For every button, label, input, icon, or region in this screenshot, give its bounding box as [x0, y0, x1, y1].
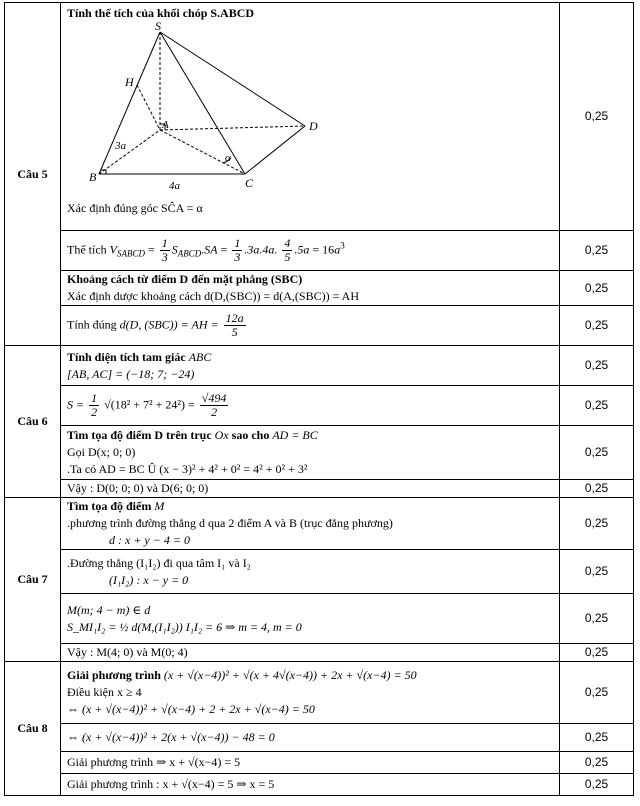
c7-area-cell [61, 594, 560, 644]
c5-distance-cell [61, 271, 560, 306]
label-H: H [125, 75, 134, 89]
label-B: B [89, 170, 97, 184]
score: 0,25 [560, 346, 634, 386]
question-label: Câu 8 [5, 662, 61, 796]
c6-point-cell [61, 426, 560, 480]
c7-line-cell [61, 498, 560, 550]
question-label: Câu 6 [5, 346, 61, 498]
score: 0,25 [560, 644, 634, 662]
c6-area-formula: S = $\frac{1}{2}$ √(18² + 7² + 24²) = $\frac{√494}{2}$ [61, 386, 560, 426]
label-alpha: α [225, 152, 231, 164]
c7-title: Tìm tọa độ điểm [67, 499, 152, 513]
score: 0,25 [560, 752, 634, 774]
answer-table [4, 2, 634, 796]
label-3a: 3a [115, 140, 126, 152]
c5-distance-title: Khoảng cách từ điểm D đến mặt phẳng (SBC) [67, 272, 303, 286]
score: 0,25 [560, 498, 634, 550]
c5-title: Tính thể tích của khối chóp S.ABCD [67, 6, 255, 20]
label-A: A [162, 119, 169, 131]
c5-distance-line: Xác định dược khoảng cách d(D,(SBC)) = d(A,(SBC)) = AH [67, 289, 360, 303]
c7-area-eq: S_MI₁I₂ = ½ d(M,(I₁I₂)) I₁I₂ = 6 ⇒ m = 4, m = 0 [67, 619, 302, 634]
c6-title-math: ABC [188, 349, 212, 364]
c6-condition: AD = BC [272, 428, 318, 442]
score: 0,25 [560, 594, 634, 644]
score: 0,25 [560, 386, 634, 426]
c6-conclusion: Vậy : D(0; 0; 0) và D(6; 0; 0) [61, 480, 560, 498]
c5-volume-line: Thể tích $V_{SABCD}$ = $\frac{1}{3}$ $S_{ABCD}.SA$ = $\frac{1}{3}$ .3a.4a. $\frac{4}{5}$ $.5a = 16a^3$ [61, 231, 560, 271]
pyramid-diagram [73, 24, 333, 192]
label-4a: 4a [169, 180, 180, 192]
c7-line-desc: .phương trình đường thẳng d qua 2 điểm A và B (trục đẳng phương) [67, 516, 393, 530]
score: 0,25 [560, 662, 634, 724]
c8-step3: Giải phương trình ⇒ x + √(x−4) = 5 [61, 752, 560, 774]
score: 0,25 [560, 3, 634, 231]
c7-point-on-line: M(m; 4 − m) ∈ d [67, 602, 151, 617]
c6-let-line: Gọi D(x; 0; 0) [67, 445, 136, 459]
question-label: Câu 7 [5, 498, 61, 662]
score: 0,25 [560, 550, 634, 594]
score: 0,25 [560, 271, 634, 306]
score: 0,25 [560, 426, 634, 480]
c5-result-line: Tính đúng d(D, (SBC)) = AH = $\frac{12a}{5}$ [61, 306, 560, 346]
c8-setup-cell [61, 662, 560, 724]
c8-step2: ⇔ (x + √(x−4))² + 2(x + √(x−4)) − 48 = 0 [61, 724, 560, 752]
c7-center-eq: (I₁I₂) : x − y = 0 [109, 572, 189, 587]
c6-axis: Ox [214, 428, 229, 442]
c7-center-desc: .Đường thẳng (I₁I₂) đi qua tâm I₁ và I₂ [67, 555, 251, 570]
c8-step4: Giải phương trình : x + √(x−4) = 5 ⇒ x = 5 [61, 774, 560, 796]
c8-title: Giải phương trình [67, 668, 161, 682]
c6-equation-line: .Ta có AD = BC Û (x − 3)² + 4² + 0² = 4² + 0² + 3² [67, 462, 308, 476]
score: 0,25 [560, 774, 634, 796]
c7-conclusion: Vậy : M(4; 0) và M(0; 4) [61, 644, 560, 662]
c6-title2: Tìm tọa độ điểm D trên trục [67, 428, 212, 442]
c7-line-eq: d : x + y − 4 = 0 [109, 533, 190, 547]
c6-title2b: sao cho [231, 428, 270, 442]
question-label: Câu 5 [5, 3, 61, 346]
c8-equation: (x + √(x−4))² + √(x + 4√(x−4)) + 2x + √(x−4) = 50 [163, 668, 417, 682]
label-C: C [245, 176, 254, 190]
c8-step1: ⇔ (x + √(x−4))² + √(x−4) + 2 + 2x + √(x−4) = 50 [67, 702, 315, 716]
label-D: D [309, 119, 318, 133]
c5-line1: Xác định đúng góc SĈA = α [67, 201, 203, 215]
c8-condition: Điều kiện x ≥ 4 [67, 685, 142, 699]
c5-figure-cell [61, 3, 560, 231]
score: 0,25 [560, 724, 634, 752]
pyramid-figure [73, 19, 333, 192]
c7-center-cell [61, 550, 560, 594]
label-S: S [155, 19, 161, 33]
c6-title: Tính diện tích tam giác [67, 349, 186, 364]
score: 0,25 [560, 306, 634, 346]
score: 0,25 [560, 480, 634, 498]
c6-cross-product: [AB, AC] = (−18; 7; −24) [67, 366, 195, 381]
c7-title-math: M [154, 499, 165, 513]
c6-area-cell [61, 346, 560, 386]
score: 0,25 [560, 231, 634, 271]
